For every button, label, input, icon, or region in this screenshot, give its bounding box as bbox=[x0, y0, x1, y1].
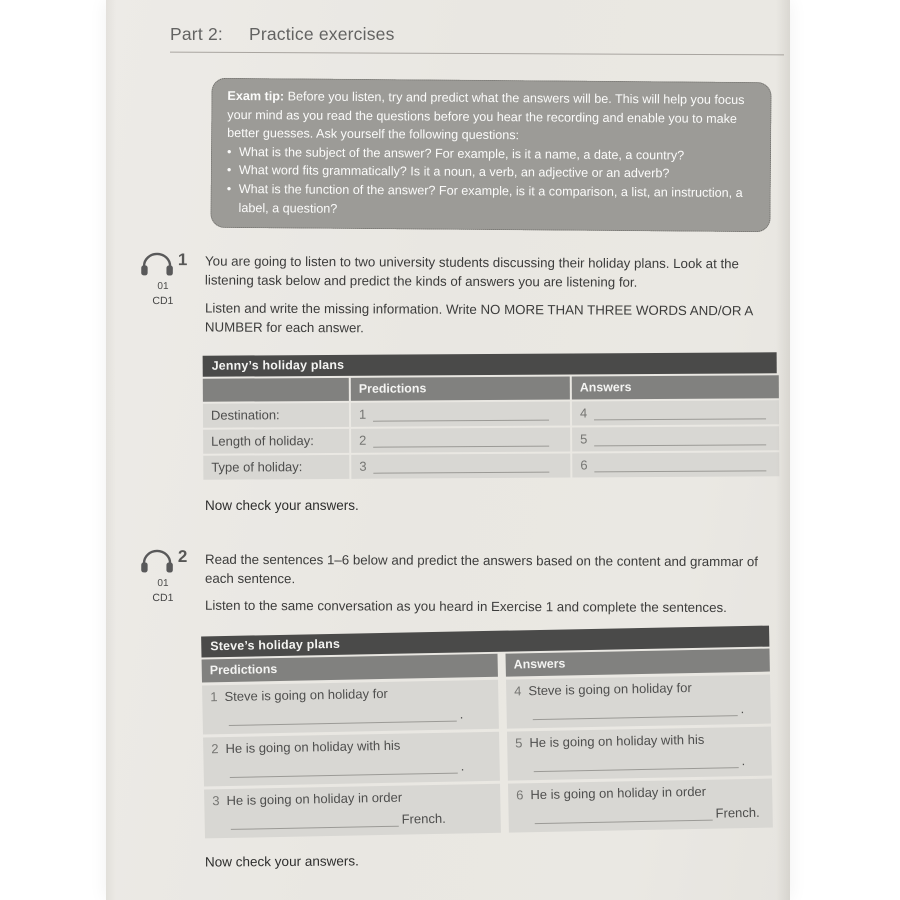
prediction-cell bbox=[351, 428, 570, 453]
sentence-text: He is going on holiday in order bbox=[226, 789, 403, 809]
exercise2-marker bbox=[128, 549, 198, 604]
item-number: 6 bbox=[580, 457, 588, 473]
sentence-tail: French. bbox=[715, 804, 760, 821]
exam-tip-bullet: • What is the function of the answer? For example, is it a comparison, a list, an instruction, a label, a question? bbox=[227, 180, 755, 221]
exercise2-instructions-1: Read the sentences 1–6 below and predict the answers based on the content and grammar of each sentence. bbox=[204, 551, 758, 586]
sentence-text: Steve is going on holiday for bbox=[224, 685, 388, 705]
answer-blank-line bbox=[535, 807, 713, 824]
jenny-holiday-plans-table bbox=[203, 352, 778, 480]
table-title-bar: Steve’s holiday plans bbox=[201, 626, 769, 658]
answer-cell bbox=[572, 452, 779, 477]
exercise1-instructions-1: You are going to listen to two university students discussing their holiday plans. Look at the listening task below and predict the kinds of answers you are listening for. bbox=[204, 253, 740, 290]
row-label: Length of holiday: bbox=[203, 429, 349, 454]
table-row bbox=[203, 400, 777, 428]
exam-tip-label: Exam tip: bbox=[227, 88, 285, 104]
exam-tip-bullet: • What word fits grammatically? Is it a noun, a verb, an adjective or an adverb? bbox=[227, 161, 755, 184]
answer-blank-line bbox=[594, 431, 766, 446]
table-row bbox=[203, 452, 777, 480]
cd-label: CD1 bbox=[152, 591, 174, 605]
item-number: 2 bbox=[359, 432, 367, 448]
steve-holiday-plans-table bbox=[201, 626, 773, 839]
book-page bbox=[106, 0, 790, 900]
item-number: 5 bbox=[515, 735, 523, 751]
answer-blank-line bbox=[533, 702, 738, 720]
header-rule bbox=[170, 52, 784, 56]
sentence-tail: . bbox=[459, 706, 464, 722]
row-label: Type of holiday: bbox=[203, 455, 349, 480]
prediction-cell bbox=[351, 454, 570, 479]
item-number: 6 bbox=[516, 787, 524, 803]
item-number: 1 bbox=[210, 689, 218, 705]
answer-blank-line bbox=[373, 459, 549, 474]
header-cell-answers: Answers bbox=[505, 649, 769, 677]
sentence-tail: . bbox=[741, 753, 746, 769]
answer-blank-line bbox=[229, 708, 457, 726]
sentence-text: He is going on holiday in order bbox=[530, 783, 707, 803]
header-cell-answers: Answers bbox=[572, 375, 779, 399]
exercise1-instructions-2: Listen and write the missing information. Write NO MORE THAN THREE WORDS AND/OR A NUMBER for each answer. bbox=[204, 300, 753, 336]
item-number: 4 bbox=[514, 683, 522, 699]
sentence-text: He is going on holiday with his bbox=[225, 737, 401, 757]
header-cell-predictions: Predictions bbox=[351, 377, 570, 401]
answer-cell bbox=[572, 426, 779, 451]
table-header-row bbox=[203, 375, 777, 402]
prediction-cell bbox=[202, 680, 499, 735]
answer-blank-line bbox=[594, 405, 766, 420]
cd-label: CD1 bbox=[152, 294, 174, 308]
prediction-cell bbox=[203, 732, 500, 787]
exercise-number: 2 bbox=[177, 547, 188, 567]
exercise2-instructions-2: Listen to the same conversation as you heard in Exercise 1 and complete the sentences. bbox=[204, 597, 727, 616]
answer-blank-line bbox=[231, 813, 399, 830]
headphones-icon bbox=[139, 549, 175, 576]
answer-blank-line bbox=[534, 754, 739, 772]
sentence-tail: French. bbox=[401, 810, 446, 827]
answer-cell bbox=[508, 779, 773, 833]
item-number: 2 bbox=[211, 741, 219, 757]
headphones-icon bbox=[139, 252, 175, 279]
sentence-text: He is going on holiday with his bbox=[529, 731, 705, 751]
part-title: Practice exercises bbox=[248, 24, 395, 44]
table-row bbox=[203, 426, 777, 454]
item-number: 1 bbox=[358, 406, 367, 422]
answer-blank-line bbox=[230, 760, 458, 778]
exam-tip-bullet: • What is the subject of the answer? For example, is it a name, a date, a country? bbox=[227, 143, 755, 166]
answer-cell bbox=[507, 727, 772, 781]
answer-blank-line bbox=[373, 433, 549, 448]
prediction-cell bbox=[351, 402, 570, 427]
answer-blank-line bbox=[373, 407, 549, 422]
answer-cell bbox=[506, 675, 771, 729]
table-row bbox=[204, 779, 773, 839]
exercise1-marker bbox=[128, 252, 198, 307]
part-label: Part 2: bbox=[170, 24, 223, 44]
answer-cell bbox=[572, 400, 779, 425]
header-cell-blank bbox=[203, 378, 349, 402]
sentence-tail: . bbox=[460, 758, 465, 774]
prediction-cell bbox=[204, 784, 501, 839]
item-number: 3 bbox=[359, 458, 367, 474]
exercise-number: 1 bbox=[177, 250, 188, 270]
row-label: Destination: bbox=[203, 403, 349, 428]
item-number: 3 bbox=[212, 793, 220, 809]
check-answers-note: Now check your answers. bbox=[204, 853, 359, 870]
table-row bbox=[203, 727, 772, 787]
check-answers-note: Now check your answers. bbox=[205, 498, 359, 513]
table-title-bar: Jenny’s holiday plans bbox=[203, 352, 777, 377]
item-number: 4 bbox=[579, 405, 588, 421]
page-title bbox=[170, 24, 395, 45]
track-number: 01 bbox=[157, 280, 169, 293]
item-number: 5 bbox=[580, 431, 588, 447]
header-cell-predictions: Predictions bbox=[202, 654, 498, 683]
track-number: 01 bbox=[157, 577, 169, 590]
exam-tip-bullet-list bbox=[227, 143, 756, 222]
sentence-text: Steve is going on holiday for bbox=[528, 680, 692, 699]
exam-tip-box bbox=[210, 78, 771, 233]
answer-blank-line bbox=[594, 457, 766, 472]
exam-tip-intro: Exam tip: Before you listen, try and predict what the answers will be. This will help you focus your mind as you read the questions before you hear the recording and enable you to make better guesses. Ask yourself the following questions: bbox=[227, 88, 745, 143]
table-row bbox=[202, 675, 771, 735]
sentence-tail: . bbox=[740, 701, 745, 717]
